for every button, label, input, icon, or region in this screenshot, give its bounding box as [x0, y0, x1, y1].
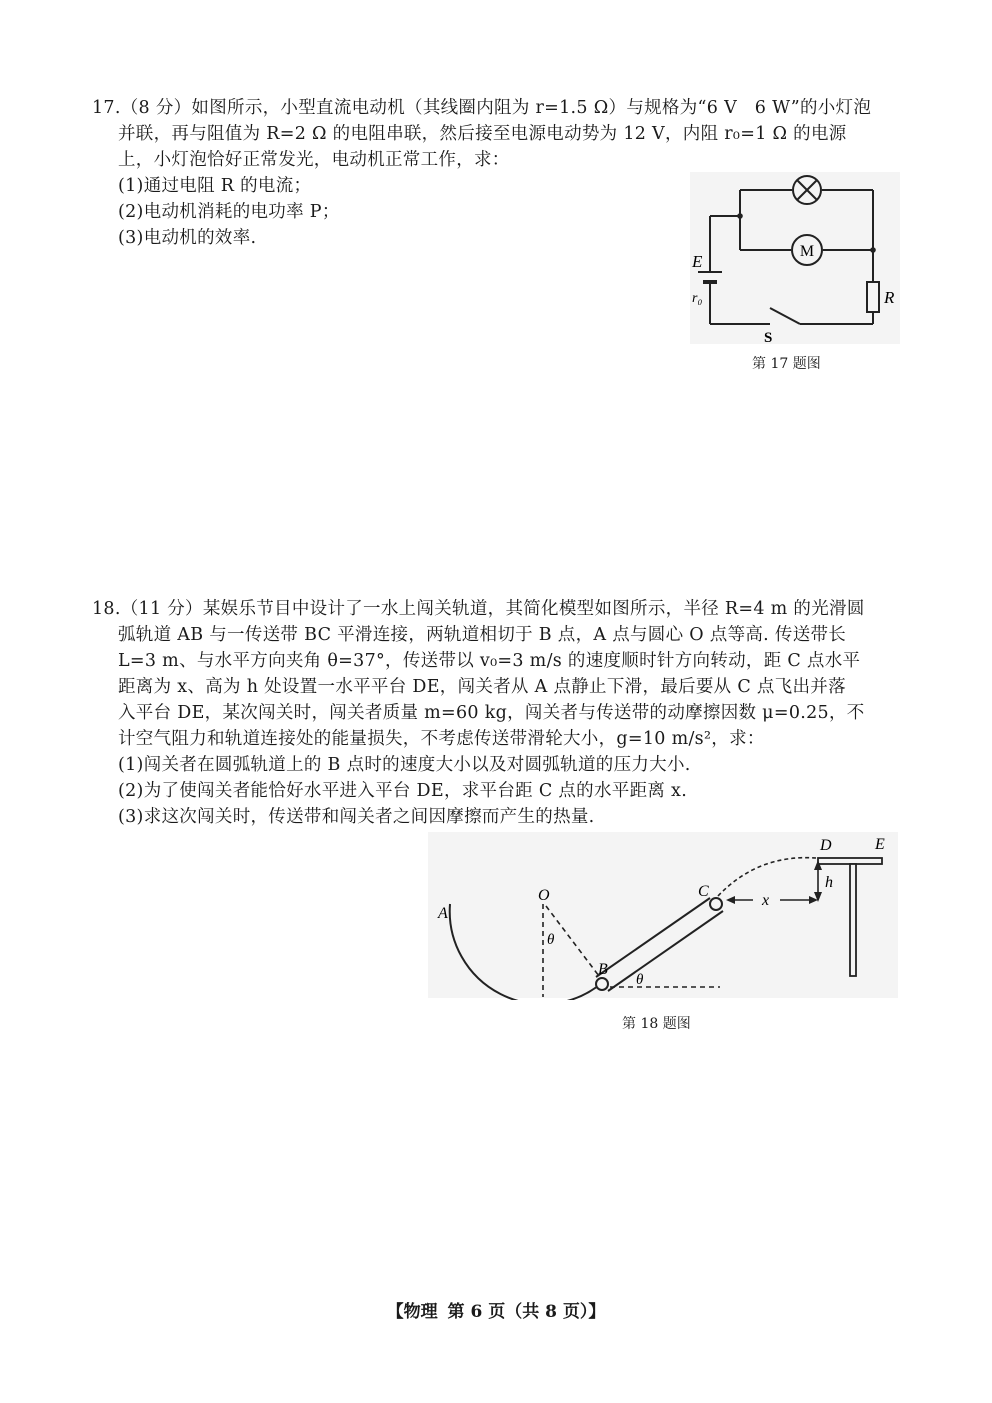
q17-circuit-figure	[690, 172, 900, 347]
distance-x-label: x	[762, 892, 770, 909]
q18-sub-2: (2)为了使闯关者能恰好水平进入平台 DE，求平台距 C 点的水平距离 x.	[118, 781, 688, 801]
angle-theta-at-b: θ	[636, 972, 644, 988]
q17-line-3: 上，小灯泡恰好正常发光，电动机正常工作，求：	[118, 150, 510, 170]
page-footer	[0, 1297, 992, 1322]
switch-label: S	[764, 330, 773, 346]
q18-figure-caption: 第 18 题图	[622, 1016, 691, 1032]
resistor-label: R	[884, 288, 895, 307]
angle-theta-at-o: θ	[547, 932, 555, 948]
point-o-label: O	[538, 887, 550, 904]
q18-track-figure	[428, 832, 898, 1000]
lamp-symbol	[793, 176, 821, 204]
point-e-label: E	[875, 836, 885, 853]
point-b-label: B	[598, 961, 608, 978]
q18-line-3: L=3 m、与水平方向夹角 θ=37°，传送带以 v₀=3 m/s 的速度顺时针方向转动，距 C 点水平	[118, 651, 861, 671]
height-h-label: h	[825, 874, 833, 891]
q17-figure-caption: 第 17 题图	[752, 356, 821, 372]
q18-line-2: 弧轨道 AB 与一传送带 BC 平滑连接，两轨道相切于 B 点，A 点与圆心 O 点等高. 传送带长	[118, 625, 847, 645]
q17-sub-3: (3)电动机的效率.	[118, 228, 257, 248]
q18-line-1: 18.（11 分）某娱乐节目中设计了一水上闯关轨道，其简化模型如图所示，半径 R=4 m 的光滑圆	[92, 599, 865, 619]
footer-page-number: 第 6 页（共 8 页）】	[447, 1302, 606, 1322]
q17-sub-2: (2)电动机消耗的电功率 P；	[118, 202, 340, 222]
motor-label: M	[799, 243, 815, 260]
q18-sub-3: (3)求这次闯关时，传送带和闯关者之间因摩擦而产生的热量.	[118, 807, 595, 827]
q18-line-6: 计空气阻力和轨道连接处的能量损失，不考虑传送带滑轮大小，g=10 m/s²，求：	[118, 729, 765, 749]
q18-sub-1: (1)闯关者在圆弧轨道上的 B 点时的速度大小以及对圆弧轨道的压力大小.	[118, 755, 691, 775]
q17-line-2: 并联，再与阻值为 R=2 Ω 的电阻串联，然后接至电源电动势为 12 V，内阻 r₀=1 Ω 的电源	[118, 124, 847, 144]
emf-label: E	[692, 252, 703, 271]
q17-sub-1: (1)通过电阻 R 的电流；	[118, 176, 312, 196]
q17-line-1: 17.（8 分）如图所示，小型直流电动机（其线圈内阻为 r=1.5 Ω）与规格为“6 V 6 W”的小灯泡	[92, 98, 872, 118]
point-d-label: D	[820, 837, 832, 854]
point-a-label: A	[438, 905, 448, 922]
footer-subject: 【物理	[386, 1302, 438, 1322]
r0-label: r₀	[692, 291, 703, 306]
point-c-label: C	[698, 883, 709, 900]
q18-line-4: 距离为 x、高为 h 处设置一水平平台 DE，闯关者从 A 点静止下滑，最后要从 C 点飞出并落	[118, 677, 846, 697]
q18-line-5: 入平台 DE，某次闯关时，闯关者质量 m=60 kg，闯关者与传送带的动摩擦因数 μ=0.25，不	[118, 703, 865, 723]
